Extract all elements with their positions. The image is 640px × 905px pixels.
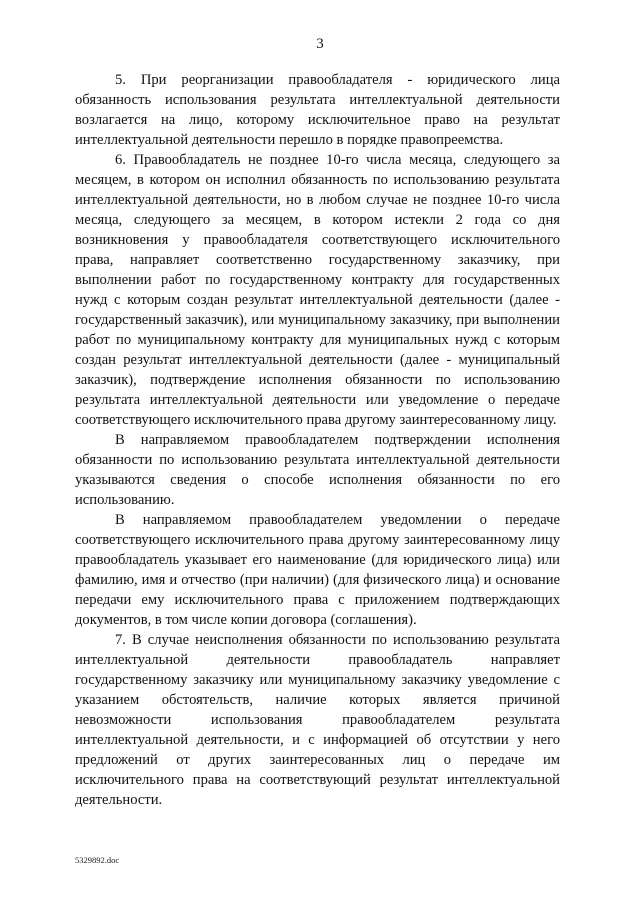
paragraph-transfer-notice: В направляемом правообладателем уведомлении о передаче соответствующего исключительного права другому заинтересованному лицу правообладатель указывает его наименование (для юридического лица) или фамилию, имя и отчество (при наличии) (для физического лица) и основание передачи ему исключительного права с приложением подтверждающих документов, в том числе копии договора (соглашения). — [75, 512, 560, 628]
document-body — [75, 70, 560, 810]
paragraph-confirmation-details: В направляемом правообладателем подтверждении исполнения обязанности по использованию результата интеллектуальной деятельности указываются сведения о способе исполнения обязанности по его использованию. — [75, 432, 560, 508]
paragraph-5-reorganization: 5. При реорганизации правообладателя - юридического лица обязанность использования результата интеллектуальной деятельности возлагается на лицо, которому исключительное право на результат интеллектуальной деятельности перешло в порядке правопреемства. — [75, 72, 560, 148]
paragraph-6-notification: 6. Правообладатель не позднее 10-го числа месяца, следующего за месяцем, в котором он исполнил обязанность по использованию результата интеллектуальной деятельности, но в любом случае не позднее 10-го числа месяца, следующего за месяцем, в котором истекли 2 года со дня возникновения у правообладателя соответствующего исключительного права, направляет соответственно государственному заказчику, при выполнении работ по государственному контракту для государственных нужд с которым создан результат интеллектуальной деятельности (далее - государственный заказчик), или муниципальному заказчику, при выполнении работ по муниципальному контракту для муниципальных нужд с которым создан результат интеллектуальной деятельности (далее - муниципальный заказчик), подтверждение исполнения обязанности по использованию результата интеллектуальной деятельности или уведомление о передаче соответствующего исключительного права другому заинтересованному лицу. — [75, 152, 560, 428]
paragraph-7-non-fulfillment: 7. В случае неисполнения обязанности по использованию результата интеллектуальной деятельности правообладатель направляет государственному заказчику или муниципальному заказчику уведомление с указанием обстоятельств, наличие которых является причиной невозможности использования правообладателем результата интеллектуальной деятельности, и с информацией об отсутствии у него предложений от других заинтересованных лиц о передаче им исключительного права на соответствующий результат интеллектуальной деятельности. — [75, 632, 560, 808]
page-number: 3 — [316, 36, 324, 52]
footer-document-code: 5329892.doc — [75, 855, 120, 865]
